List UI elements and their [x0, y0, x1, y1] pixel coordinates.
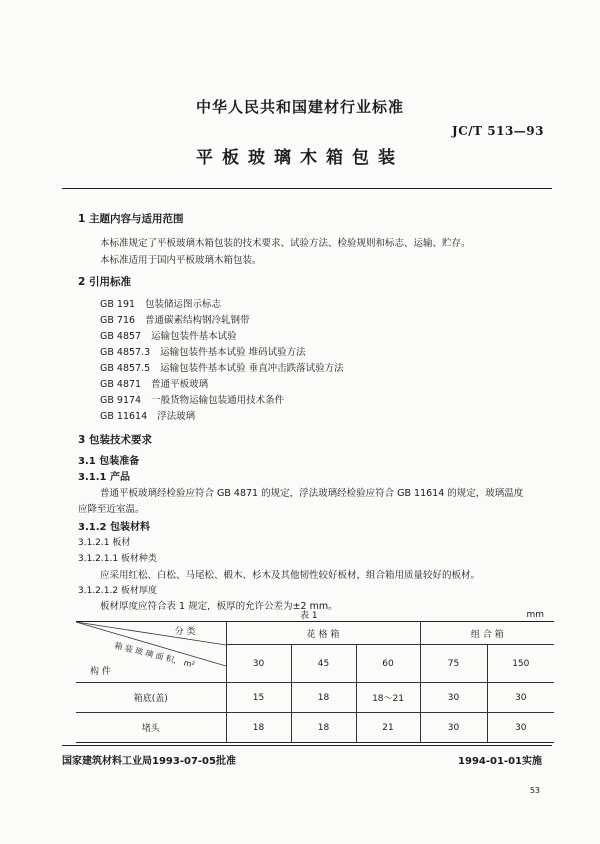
reference-title: 运输包装件基本试验 堆码试验方法	[160, 347, 306, 358]
table-header-diagonal-cell	[76, 622, 226, 683]
table-area-cell: 30	[226, 645, 291, 683]
reference-item	[100, 376, 208, 390]
table-caption: 表 1	[300, 611, 318, 621]
clause-3-1-2-1-heading: 3.1.2.1 板材	[78, 538, 131, 548]
reference-code: GB 716	[100, 315, 136, 326]
footer-rule	[62, 745, 552, 746]
table-cell: 15	[226, 683, 291, 713]
reference-item	[100, 296, 221, 310]
clause-3-1-1-text: 普通平板玻璃经检验应符合 GB 4871 的规定，浮法玻璃经检验应符合 GB 11614 的规定，玻璃温度	[100, 488, 524, 499]
reference-title: 普通碳素结构钢冷轧钢带	[145, 315, 250, 326]
clause-3-1-2-1-2-heading: 3.1.2.1.2 板材厚度	[78, 586, 157, 596]
reference-item	[100, 344, 306, 358]
standard-number: JC/T 513—93	[452, 124, 544, 138]
implementation-date: 1994-01-01实施	[458, 756, 542, 767]
table-row-label: 箱底(盖)	[76, 683, 226, 713]
table-cell: 30	[420, 683, 487, 713]
reference-title: 一般货物运输包装通用技术条件	[151, 395, 285, 406]
table-cell: 30	[420, 713, 487, 743]
section-1-para-2: 本标准适用于国内平板玻璃木箱包装。	[100, 255, 262, 266]
clause-3-1-2-1-1-heading: 3.1.2.1.1 板材种类	[78, 554, 157, 564]
reference-title: 包装储运图示标志	[145, 299, 222, 310]
reference-title: 普通平板玻璃	[151, 379, 209, 390]
reference-code: GB 11614	[100, 411, 148, 422]
table-row-label: 堵头	[76, 713, 226, 743]
reference-code: GB 4871	[100, 379, 142, 390]
table-row	[76, 683, 554, 713]
section-3-heading: 3 包装技术要求	[78, 434, 152, 446]
clause-3-1-heading: 3.1 包装准备	[78, 456, 140, 467]
table-cell: 18	[226, 713, 291, 743]
reference-item	[100, 312, 250, 326]
clause-3-1-1-heading: 3.1.1 产品	[78, 472, 130, 483]
section-2-heading: 2 引用标准	[78, 276, 131, 288]
table-area-cell: 150	[487, 645, 554, 683]
clause-3-1-2-heading: 3.1.2 包装材料	[78, 522, 150, 533]
header-rule	[62, 188, 552, 189]
table-cell: 18	[291, 683, 356, 713]
table-area-cell: 75	[420, 645, 487, 683]
reference-title: 浮法玻璃	[157, 411, 196, 422]
reference-code: GB 4857	[100, 331, 142, 342]
reference-code: GB 4857.5	[100, 363, 151, 374]
reference-item	[100, 328, 237, 342]
page-number: 53	[529, 786, 540, 795]
table-area-cell: 60	[356, 645, 420, 683]
reference-code: GB 191	[100, 299, 136, 310]
table-row	[76, 713, 554, 743]
table-header-area: 箱 装 玻 璃 面 积， m²	[113, 640, 196, 670]
table-header-category: 分 类	[174, 627, 196, 637]
table-cell: 21	[356, 713, 420, 743]
table-cell: 18	[291, 713, 356, 743]
clause-3-1-2-1-2-text: 板材厚度应符合表 1 规定，板厚的允许公差为±2 mm。	[100, 601, 338, 612]
table-group-huagexiang: 花 格 箱	[226, 622, 420, 645]
reference-code: GB 4857.3	[100, 347, 151, 358]
table-group-zuhexiang: 组 合 箱	[420, 622, 554, 645]
clause-3-1-2-1-1-text: 应采用红松、白松、马尾松、椴木、杉木及其他韧性较好板材，组合箱用质量较好的板材。	[100, 570, 481, 581]
reference-title: 运输包装件基本试验 垂直冲击跌落试验方法	[160, 363, 344, 374]
section-1-heading: 1 主题内容与适用范围	[78, 213, 184, 225]
table-unit: mm	[526, 610, 544, 620]
table-cell: 30	[487, 713, 554, 743]
table-1	[76, 621, 554, 743]
reference-item	[100, 360, 344, 374]
clause-3-1-1-text-cont: 应降至近室温。	[78, 504, 145, 515]
section-1-para-1: 本标准规定了平板玻璃木箱包装的技术要求、试验方法、检验规则和标志、运输、贮存。	[100, 238, 471, 249]
table-cell: 18～21	[356, 683, 420, 713]
reference-item	[100, 392, 284, 406]
reference-item	[100, 408, 195, 422]
reference-code: GB 9174	[100, 395, 142, 406]
reference-title: 运输包装件基本试验	[151, 331, 237, 342]
approval-line: 国家建筑材料工业局1993-07-05批准	[62, 756, 236, 767]
table-cell: 30	[487, 683, 554, 713]
table-area-cell: 45	[291, 645, 356, 683]
document-title: 平板玻璃木箱包装	[196, 148, 404, 168]
issuing-organization: 中华人民共和国建材行业标准	[195, 98, 404, 116]
table-header-member: 构 件	[90, 667, 111, 677]
